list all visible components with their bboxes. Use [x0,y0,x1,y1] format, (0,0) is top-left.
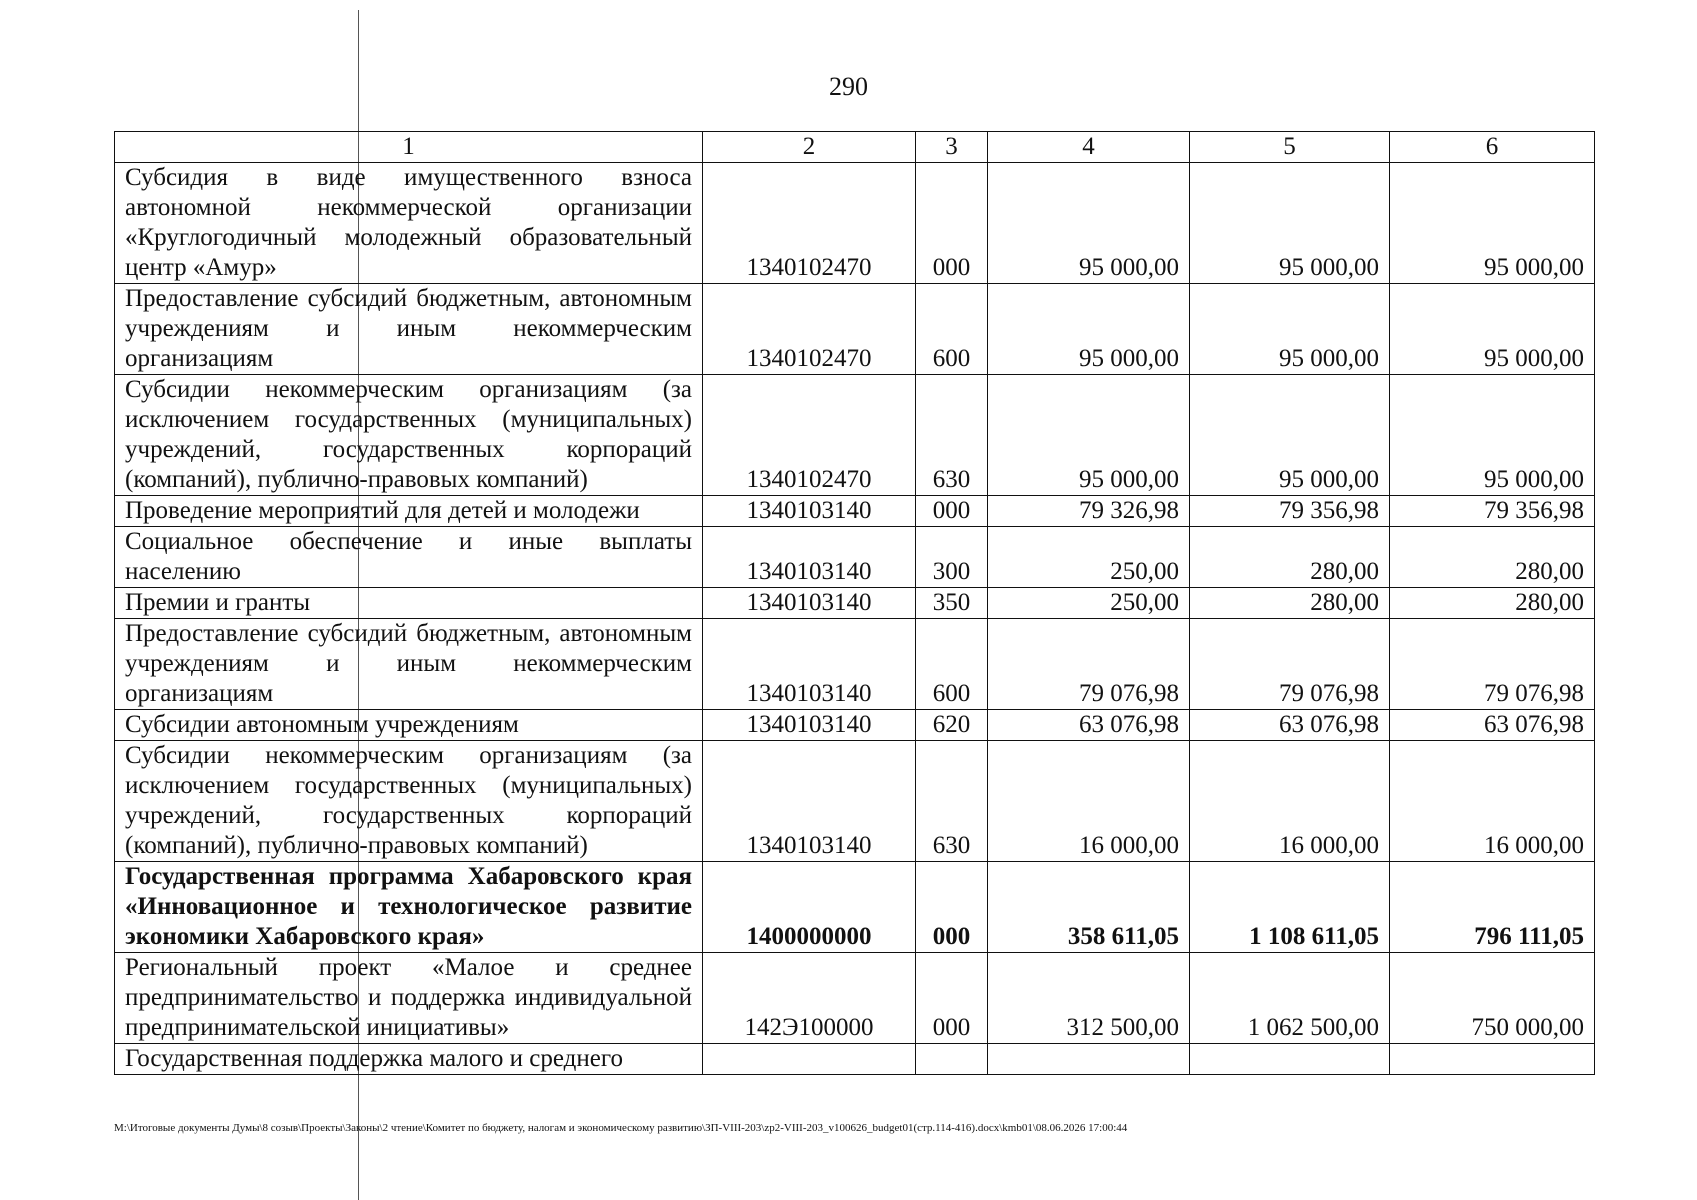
table-row [115,527,1595,588]
row-value-3: 95 000,00 [1390,163,1595,284]
row-value-2: 79 076,98 [1190,619,1390,710]
row-value-3: 280,00 [1390,527,1595,588]
file-path-footer: M:\Итоговые документы Думы\8 созыв\Проекты\Законы\2 чтение\Комитет по бюджету, налогам и экономическому развитию\ЗП-VIII-203\zp2-VIII-203_v100626_budget01(стр.114-416).docx\kmb01\08.06.2026 17:00:44 [114,1122,1128,1134]
row-value-1: 312 500,00 [988,953,1190,1044]
table-row [115,163,1595,284]
row-type: 000 [916,163,988,284]
row-description: Социальное обеспечение и иные выплаты населению [115,527,703,588]
row-description: Субсидии некоммерческим организациям (за исключением государственных (муниципальных) учреждений, государственных корпораций (компаний), публично-правовых компаний) [115,375,703,496]
row-value-2: 280,00 [1190,527,1390,588]
row-value-1: 250,00 [988,588,1190,619]
row-value-3: 280,00 [1390,588,1595,619]
row-description: Субсидии автономным учреждениям [115,710,703,741]
table-row [115,741,1595,862]
row-value-2: 95 000,00 [1190,163,1390,284]
table-row [115,1044,1595,1075]
row-value-2: 1 108 611,05 [1190,862,1390,953]
row-value-3: 63 076,98 [1390,710,1595,741]
row-value-3: 95 000,00 [1390,375,1595,496]
row-description: Проведение мероприятий для детей и молодежи [115,496,703,527]
row-value-2: 79 356,98 [1190,496,1390,527]
row-description: Предоставление субсидий бюджетным, автономным учреждениям и иным некоммерческим организациям [115,619,703,710]
column-header: 2 [703,132,916,163]
row-description: Премии и гранты [115,588,703,619]
table-row [115,619,1595,710]
row-value-2: 16 000,00 [1190,741,1390,862]
row-description: Государственная поддержка малого и среднего [115,1044,703,1075]
table-row-program [115,862,1595,953]
row-value-3 [1390,1044,1595,1075]
budget-table [114,131,1595,1075]
row-type: 000 [916,953,988,1044]
row-value-3: 796 111,05 [1390,862,1595,953]
column-header: 6 [1390,132,1595,163]
row-code: 1340103140 [703,527,916,588]
row-type: 620 [916,710,988,741]
row-value-3: 79 356,98 [1390,496,1595,527]
row-code: 1340103140 [703,619,916,710]
table-row [115,496,1595,527]
row-description: Государственная программа Хабаровского края «Инновационное и технологическое развитие экономики Хабаровского края» [115,862,703,953]
row-value-2: 95 000,00 [1190,284,1390,375]
row-value-1: 16 000,00 [988,741,1190,862]
row-description: Субсидия в виде имущественного взноса автономной некоммерческой организации «Круглогодичный молодежный образовательный центр «Амур» [115,163,703,284]
page-number: 290 [829,72,868,101]
column-header: 4 [988,132,1190,163]
row-value-1: 95 000,00 [988,284,1190,375]
row-description: Субсидии некоммерческим организациям (за исключением государственных (муниципальных) учреждений, государственных корпораций (компаний), публично-правовых компаний) [115,741,703,862]
column-header: 3 [916,132,988,163]
row-code: 1400000000 [703,862,916,953]
row-description: Региональный проект «Малое и среднее предпринимательство и поддержка индивидуальной предпринимательской инициативы» [115,953,703,1044]
row-value-1: 358 611,05 [988,862,1190,953]
row-type: 000 [916,496,988,527]
table-row [115,588,1595,619]
row-code: 1340102470 [703,284,916,375]
row-code [703,1044,916,1075]
table-row [115,375,1595,496]
row-value-3: 750 000,00 [1390,953,1595,1044]
row-value-1 [988,1044,1190,1075]
row-type: 630 [916,375,988,496]
row-description: Предоставление субсидий бюджетным, автономным учреждениям и иным некоммерческим организациям [115,284,703,375]
row-code: 142Э100000 [703,953,916,1044]
row-code: 1340102470 [703,163,916,284]
row-value-2: 280,00 [1190,588,1390,619]
row-type: 350 [916,588,988,619]
row-value-1: 79 326,98 [988,496,1190,527]
row-value-3: 95 000,00 [1390,284,1595,375]
row-value-1: 79 076,98 [988,619,1190,710]
column-header-row [115,132,1595,163]
table-row [115,710,1595,741]
row-type [916,1044,988,1075]
row-value-1: 250,00 [988,527,1190,588]
row-value-1: 95 000,00 [988,375,1190,496]
row-value-2 [1190,1044,1390,1075]
row-value-3: 79 076,98 [1390,619,1595,710]
row-type: 600 [916,619,988,710]
row-value-2: 1 062 500,00 [1190,953,1390,1044]
row-value-2: 95 000,00 [1190,375,1390,496]
row-value-1: 63 076,98 [988,710,1190,741]
row-type: 300 [916,527,988,588]
row-value-1: 95 000,00 [988,163,1190,284]
table-row [115,953,1595,1044]
row-code: 1340103140 [703,741,916,862]
column-header: 1 [115,132,703,163]
row-value-3: 16 000,00 [1390,741,1595,862]
row-type: 600 [916,284,988,375]
row-code: 1340103140 [703,710,916,741]
row-code: 1340102470 [703,375,916,496]
row-code: 1340103140 [703,496,916,527]
row-value-2: 63 076,98 [1190,710,1390,741]
row-type: 000 [916,862,988,953]
column-header: 5 [1190,132,1390,163]
row-code: 1340103140 [703,588,916,619]
row-type: 630 [916,741,988,862]
table-row [115,284,1595,375]
